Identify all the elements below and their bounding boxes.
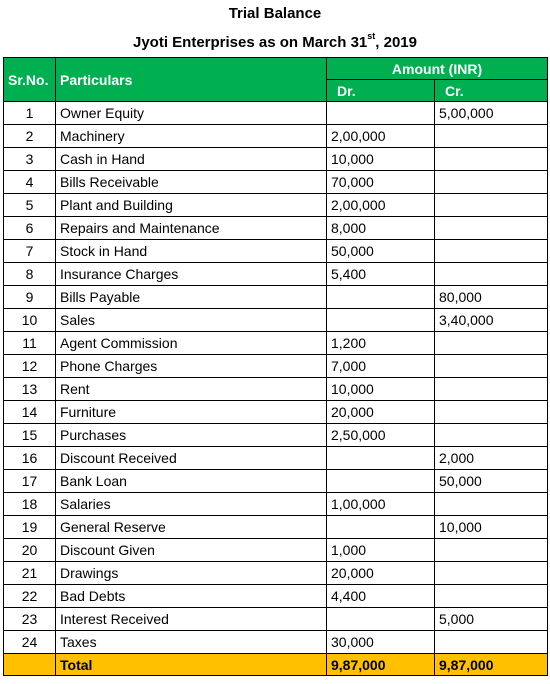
page-title: Trial Balance bbox=[228, 5, 322, 22]
row-credit bbox=[435, 263, 548, 286]
row-particular: Salaries bbox=[56, 493, 327, 516]
table-row bbox=[4, 240, 548, 263]
table-row bbox=[4, 516, 548, 539]
row-debit: 50,000 bbox=[327, 240, 435, 263]
table-row bbox=[4, 332, 548, 355]
table-row bbox=[4, 631, 548, 654]
row-debit: 20,000 bbox=[327, 401, 435, 424]
row-debit: 10,000 bbox=[327, 148, 435, 171]
table-row bbox=[4, 539, 548, 562]
row-debit: 5,400 bbox=[327, 263, 435, 286]
row-sr-no: 17 bbox=[4, 470, 56, 493]
row-sr-no: 13 bbox=[4, 378, 56, 401]
row-credit: 5,000 bbox=[435, 608, 548, 631]
header-amount: Amount (INR) bbox=[327, 58, 548, 80]
row-sr-no: 15 bbox=[4, 424, 56, 447]
row-credit: 10,000 bbox=[435, 516, 548, 539]
row-debit bbox=[327, 309, 435, 332]
row-particular: General Reserve bbox=[56, 516, 327, 539]
row-sr-no: 12 bbox=[4, 355, 56, 378]
row-credit bbox=[435, 355, 548, 378]
row-debit: 8,000 bbox=[327, 217, 435, 240]
row-credit bbox=[435, 424, 548, 447]
row-particular: Purchases bbox=[56, 424, 327, 447]
row-particular: Discount Received bbox=[56, 447, 327, 470]
row-sr-no: 8 bbox=[4, 263, 56, 286]
row-particular: Bank Loan bbox=[56, 470, 327, 493]
table-row bbox=[4, 125, 548, 148]
row-particular: Agent Commission bbox=[56, 332, 327, 355]
row-debit bbox=[327, 102, 435, 125]
row-particular: Furniture bbox=[56, 401, 327, 424]
table-row bbox=[4, 378, 548, 401]
total-credit: 9,87,000 bbox=[435, 654, 548, 676]
row-credit: 3,40,000 bbox=[435, 309, 548, 332]
row-credit bbox=[435, 585, 548, 608]
row-particular: Repairs and Maintenance bbox=[56, 217, 327, 240]
table-row bbox=[4, 447, 548, 470]
header-credit: Cr. bbox=[435, 80, 548, 102]
total-label: Total bbox=[56, 654, 327, 676]
row-particular: Discount Given bbox=[56, 539, 327, 562]
row-particular: Stock in Hand bbox=[56, 240, 327, 263]
header-sr-no: Sr.No. bbox=[4, 58, 56, 102]
row-particular: Phone Charges bbox=[56, 355, 327, 378]
table-row bbox=[4, 217, 548, 240]
row-sr-no: 4 bbox=[4, 171, 56, 194]
row-sr-no: 11 bbox=[4, 332, 56, 355]
total-debit: 9,87,000 bbox=[327, 654, 435, 676]
row-particular: Insurance Charges bbox=[56, 263, 327, 286]
table-row bbox=[4, 608, 548, 631]
row-credit bbox=[435, 493, 548, 516]
table-row bbox=[4, 286, 548, 309]
row-sr-no: 10 bbox=[4, 309, 56, 332]
row-credit bbox=[435, 125, 548, 148]
page-subtitle bbox=[0, 33, 550, 51]
row-credit bbox=[435, 562, 548, 585]
row-particular: Bad Debts bbox=[56, 585, 327, 608]
row-credit bbox=[435, 148, 548, 171]
row-debit: 10,000 bbox=[327, 378, 435, 401]
table-row bbox=[4, 424, 548, 447]
row-credit bbox=[435, 217, 548, 240]
table-row bbox=[4, 355, 548, 378]
row-credit bbox=[435, 378, 548, 401]
table-row bbox=[4, 401, 548, 424]
row-particular: Machinery bbox=[56, 125, 327, 148]
total-row bbox=[4, 654, 548, 676]
row-debit bbox=[327, 516, 435, 539]
subtitle-year: , 2019 bbox=[375, 34, 417, 51]
row-particular: Cash in Hand bbox=[56, 148, 327, 171]
row-debit: 1,200 bbox=[327, 332, 435, 355]
row-sr-no: 14 bbox=[4, 401, 56, 424]
row-debit bbox=[327, 608, 435, 631]
row-credit: 50,000 bbox=[435, 470, 548, 493]
table-row bbox=[4, 148, 548, 171]
table-row bbox=[4, 493, 548, 516]
row-particular: Drawings bbox=[56, 562, 327, 585]
row-credit bbox=[435, 539, 548, 562]
row-debit bbox=[327, 470, 435, 493]
row-debit bbox=[327, 447, 435, 470]
row-sr-no: 7 bbox=[4, 240, 56, 263]
row-particular: Rent bbox=[56, 378, 327, 401]
row-debit bbox=[327, 286, 435, 309]
row-credit bbox=[435, 171, 548, 194]
row-credit bbox=[435, 194, 548, 217]
row-credit: 80,000 bbox=[435, 286, 548, 309]
row-sr-no: 24 bbox=[4, 631, 56, 654]
table-row bbox=[4, 263, 548, 286]
row-debit: 20,000 bbox=[327, 562, 435, 585]
row-sr-no: 3 bbox=[4, 148, 56, 171]
row-credit bbox=[435, 332, 548, 355]
row-debit: 1,000 bbox=[327, 539, 435, 562]
row-sr-no: 22 bbox=[4, 585, 56, 608]
subtitle-superscript: st bbox=[367, 31, 376, 41]
row-particular: Bills Receivable bbox=[56, 171, 327, 194]
row-particular: Plant and Building bbox=[56, 194, 327, 217]
row-particular: Sales bbox=[56, 309, 327, 332]
table-row bbox=[4, 585, 548, 608]
row-credit: 2,000 bbox=[435, 447, 548, 470]
row-particular: Owner Equity bbox=[56, 102, 327, 125]
table-row bbox=[4, 470, 548, 493]
header-debit: Dr. bbox=[327, 80, 435, 102]
trial-balance-table bbox=[3, 57, 548, 676]
row-credit: 5,00,000 bbox=[435, 102, 548, 125]
row-sr-no: 16 bbox=[4, 447, 56, 470]
table-row bbox=[4, 194, 548, 217]
row-particular: Interest Received bbox=[56, 608, 327, 631]
row-debit: 70,000 bbox=[327, 171, 435, 194]
row-sr-no: 5 bbox=[4, 194, 56, 217]
row-sr-no: 20 bbox=[4, 539, 56, 562]
row-sr-no: 21 bbox=[4, 562, 56, 585]
header-particulars: Particulars bbox=[56, 58, 327, 102]
row-debit: 1,00,000 bbox=[327, 493, 435, 516]
table-row bbox=[4, 171, 548, 194]
subtitle-text: Jyoti Enterprises as on March 31 bbox=[133, 34, 368, 51]
row-particular: Taxes bbox=[56, 631, 327, 654]
row-debit: 2,50,000 bbox=[327, 424, 435, 447]
row-credit bbox=[435, 240, 548, 263]
total-sr-cell bbox=[4, 654, 56, 676]
table-row bbox=[4, 562, 548, 585]
row-sr-no: 1 bbox=[4, 102, 56, 125]
row-credit bbox=[435, 401, 548, 424]
row-debit: 7,000 bbox=[327, 355, 435, 378]
row-sr-no: 2 bbox=[4, 125, 56, 148]
row-debit: 2,00,000 bbox=[327, 125, 435, 148]
row-sr-no: 6 bbox=[4, 217, 56, 240]
row-sr-no: 23 bbox=[4, 608, 56, 631]
row-sr-no: 19 bbox=[4, 516, 56, 539]
table-row bbox=[4, 102, 548, 125]
row-sr-no: 18 bbox=[4, 493, 56, 516]
row-sr-no: 9 bbox=[4, 286, 56, 309]
row-particular: Bills Payable bbox=[56, 286, 327, 309]
table-body bbox=[4, 102, 548, 654]
row-debit: 2,00,000 bbox=[327, 194, 435, 217]
row-debit: 30,000 bbox=[327, 631, 435, 654]
table-row bbox=[4, 309, 548, 332]
row-debit: 4,400 bbox=[327, 585, 435, 608]
row-credit bbox=[435, 631, 548, 654]
